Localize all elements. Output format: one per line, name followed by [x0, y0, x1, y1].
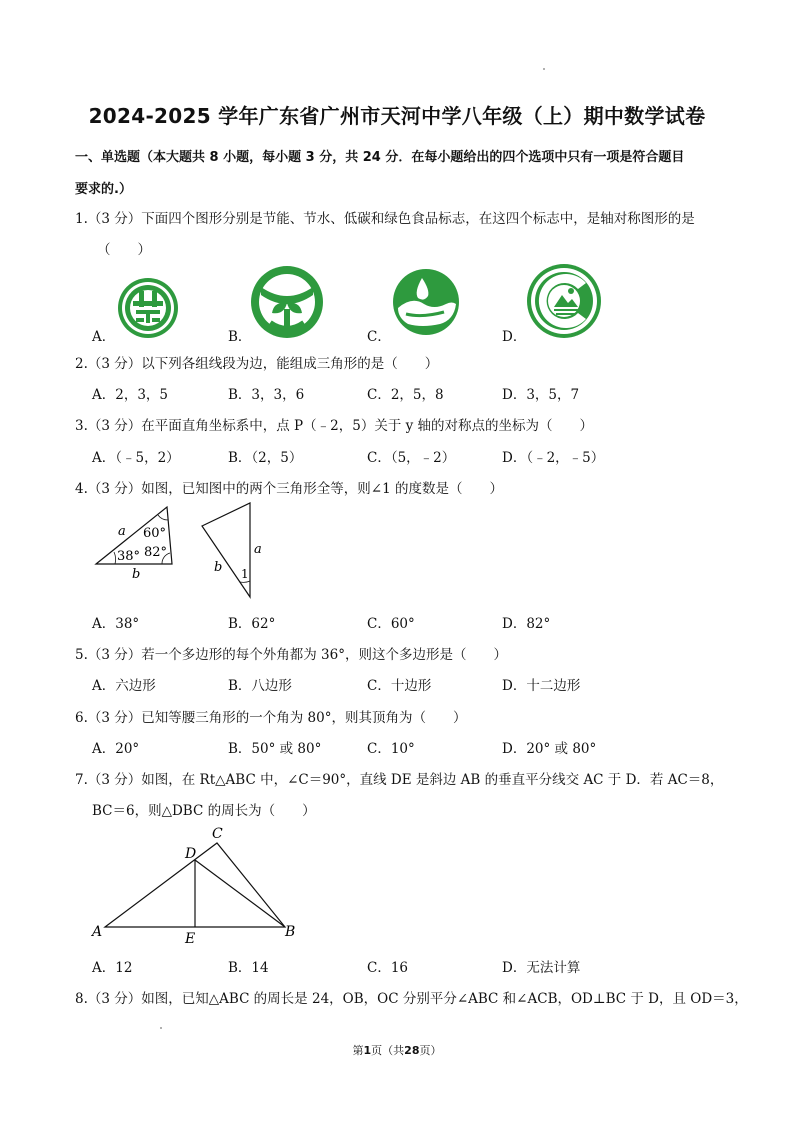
- question-7-stem: 7.（3 分）如图，在 Rt△ABC 中，∠C＝90°，直线 DE 是斜边 AB 的垂直平分线交 AC 于 D．若 AC＝8，: [75, 772, 724, 788]
- point-c-label: C: [212, 826, 223, 842]
- congruent-triangles-figure: [88, 498, 278, 606]
- q6-option-b: B．50° 或 80°: [228, 741, 322, 757]
- q6-option-c: C．10°: [367, 741, 415, 757]
- q2-option-c: C．2，5，8: [367, 387, 444, 403]
- q7-option-c: C．16: [367, 960, 409, 976]
- question-8-stem: 8.（3 分）如图，已知△ABC 的周长是 24，OB，OC 分别平分∠ABC 和∠ACB，OD⊥BC 于 D，且 OD＝3，: [75, 991, 748, 1007]
- angle-38-label: 38°: [117, 549, 141, 564]
- label-a-left: a: [118, 524, 126, 539]
- question-1-stem: 1.（3 分）下面四个图形分别是节能、节水、低碳和绿色食品标志，在这四个标志中，是轴对称图形的是: [75, 211, 695, 227]
- section-heading-line1: 一、单选题（本大题共 8 小题，每小题 3 分，共 24 分．在每小题给出的四个选项中只有一项是符合题目: [75, 150, 685, 165]
- question-7-stem-line2: BC＝6，则△DBC 的周长为（ ）: [92, 803, 316, 819]
- q1-option-b-label: B．: [228, 329, 252, 345]
- q6-option-a: A．20°: [92, 741, 140, 757]
- q1-option-d-label: D．: [502, 329, 527, 345]
- segment-db: [195, 860, 285, 927]
- q4-option-b: B．62°: [228, 616, 276, 632]
- q4-option-c: C．60°: [367, 616, 415, 632]
- q4-option-d: D．82°: [502, 616, 551, 632]
- water-saving-logo: [250, 265, 324, 339]
- scan-speck: [160, 1027, 162, 1029]
- q4-option-a: A．38°: [92, 616, 140, 632]
- right-triangle-figure: [88, 823, 303, 948]
- q3-option-d: D．（﹣2，﹣5）: [502, 450, 605, 466]
- label-b-left: b: [132, 567, 141, 582]
- angle-82-label: 82°: [144, 545, 168, 560]
- q5-option-d: D．十二边形: [502, 678, 581, 694]
- scan-speck: [543, 68, 545, 70]
- q6-option-d: D．20° 或 80°: [502, 741, 597, 757]
- footer-pre: 第: [352, 1044, 364, 1057]
- q1-option-a-label: A．: [92, 329, 116, 345]
- point-e-label: E: [185, 931, 196, 947]
- question-1-stem-paren: （ ）: [97, 242, 151, 258]
- point-a-label: A: [92, 924, 103, 940]
- label-a-right: a: [254, 542, 262, 557]
- q7-option-b: B．14: [228, 960, 269, 976]
- triangle-right: [202, 503, 250, 597]
- q1-option-c-label: C．: [367, 329, 391, 345]
- energy-saving-logo: [117, 277, 179, 339]
- footer-mid: 页（共: [371, 1044, 405, 1057]
- q3-option-b: B．（2，5）: [228, 450, 303, 466]
- q5-option-c: C．十边形: [367, 678, 432, 694]
- angle-1-label: 1: [241, 567, 249, 581]
- green-food-logo: [526, 263, 602, 339]
- q7-option-d: D．无法计算: [502, 960, 581, 976]
- q5-option-a: A．六边形: [92, 678, 156, 694]
- q3-option-a: A．（﹣5，2）: [92, 450, 180, 466]
- question-4-stem: 4.（3 分）如图，已知图中的两个三角形全等，则∠1 的度数是（ ）: [75, 481, 503, 497]
- question-6-stem: 6.（3 分）已知等腰三角形的一个角为 80°，则其顶角为（ ）: [75, 710, 467, 726]
- page-footer: [0, 1042, 794, 1058]
- footer-page-number: 1: [363, 1044, 372, 1057]
- point-b-label: B: [285, 924, 296, 940]
- q2-option-a: A．2，3，5: [92, 387, 169, 403]
- q2-option-b: B．3，3，6: [228, 387, 305, 403]
- point-d-label: D: [185, 846, 197, 862]
- question-2-stem: 2.（3 分）以下列各组线段为边，能组成三角形的是（ ）: [75, 356, 439, 372]
- q3-option-c: C．（5，﹣2）: [367, 450, 456, 466]
- question-3-stem: 3.（3 分）在平面直角坐标系中，点 P（﹣2，5）关于 y 轴的对称点的坐标为（ ）: [75, 418, 594, 434]
- q2-option-d: D．3，5，7: [502, 387, 580, 403]
- page-title: 2024-2025 学年广东省广州市天河中学八年级（上）期中数学试卷: [88, 104, 706, 128]
- footer-post: 页）: [419, 1044, 442, 1057]
- q7-option-a: A．12: [92, 960, 133, 976]
- footer-total-pages: 28: [404, 1044, 420, 1057]
- label-b-right: b: [214, 560, 223, 575]
- section-heading-line2: 要求的.）: [75, 182, 132, 197]
- low-carbon-logo: [392, 268, 460, 336]
- question-5-stem: 5.（3 分）若一个多边形的每个外角都为 36°，则这个多边形是（ ）: [75, 647, 507, 663]
- q5-option-b: B．八边形: [228, 678, 292, 694]
- angle-60-label: 60°: [143, 526, 167, 541]
